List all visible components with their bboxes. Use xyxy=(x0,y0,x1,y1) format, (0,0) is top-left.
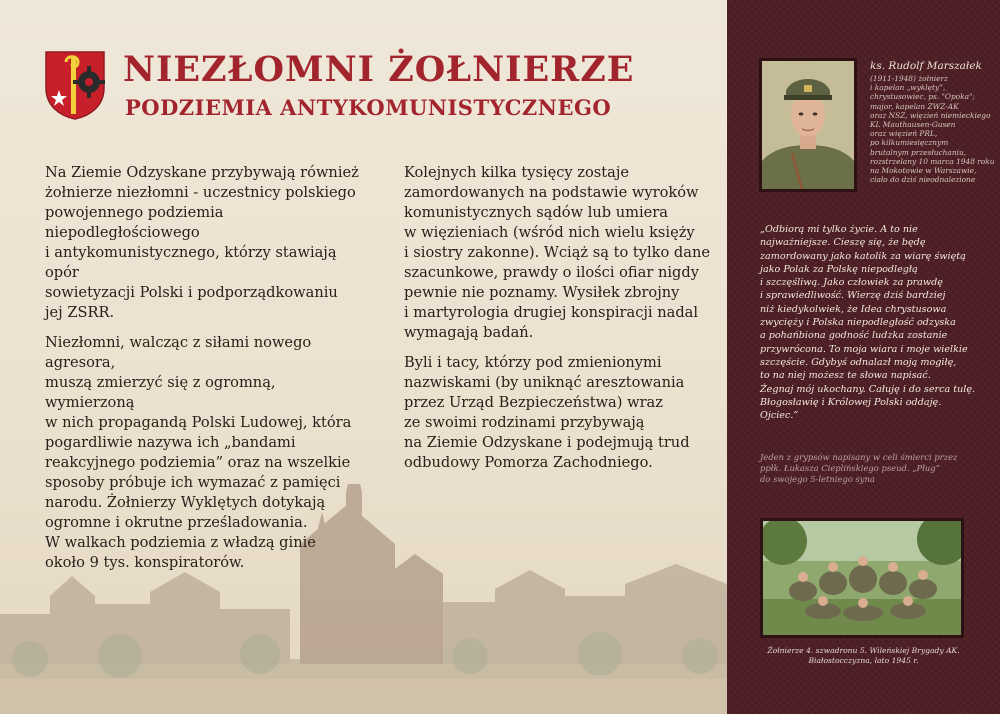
photo-caption: Żołnierze 4. szwadronu 5. Wileńskiej Brygady AK. Białostocczyzna, lato 1945 r. xyxy=(767,646,960,665)
soldier-portrait-illustration xyxy=(762,61,854,189)
paragraph: Niezłomni, walcząc z siłami nowego agresora, muszą zmierzyć się z ogromną, wymierzoną w nich propagandą Polski Ludowej, która pogardliwie nazywa ich „bandami reakcyjnego podziemia” oraz na wszelkie sposoby próbuje ich wymazać z pamięci narodu. Żołnierzy Wyklętych dotykają ogromne i okrutne prześladowania. W walkach podziemia z władzą ginie około 9 tys. konspiratorów. xyxy=(45,334,352,571)
quote-caption: Jeden z grypsów napisany w celi śmierci przez ppłk. Łukasza Cieplińskiego pseud. „Pług” do swojego 5-letniego syna xyxy=(760,452,958,484)
portrait-name: ks. Rudolf Marszałek xyxy=(870,60,982,72)
soldiers-group-illustration xyxy=(763,521,961,635)
quote-text: „Odbiorą mi tylko życie. A to nie najważniejsze. Cieszę się, że będę zamordowany jako katolik za wiarę świętą jako Polak za Polskę niepodległą i szczęśliwą. Jako człowiek za prawdę i sprawiedliwość. Wierzę dziś bardziej niż kiedykolwiek, że Idea chrystusowa zwycięży i Polska niepodległość odzyska a pohańbiona godność ludzka zostanie przywrócona. To moja wiara i moje wielkie szczęście. Gdybyś odnalazł moją mogiłę, to na niej możesz te słowa napisać. Żegnaj mój ukochany. Całuję i do serca tulę. Błogosławię i Królowej Polski oddaję. Ojciec.” xyxy=(760,224,976,422)
portrait-bio: (1911-1948) żołnierz i kapelan „wyklęty”, chrystusowiec, ps. "Opoka"; major, kapelan ZWZ-AK oraz NSZ, więzień niemieckiego KL Mauthausen-Gusen oraz więzień PRL, po kilkumiesięcznym brutalnym przesłuchaniu, rozstrzelany 10 marca 1948 roku na Mokotowie w Warszawie, ciało do dziś nieodnalezione xyxy=(870,74,995,185)
sidebar-panel xyxy=(727,0,1000,714)
paragraph: Na Ziemie Odzyskane przybywają również żołnierze niezłomni - uczestnicy polskiego powojennego podziemia niepodległościowego i antykomunistycznego, którzy stawiają opór sowietyzacji Polski i podporządkowaniu jej ZSRR. xyxy=(45,164,359,321)
page-subtitle: PODZIEMIA ANTYKOMUNISTYCZNEGO xyxy=(125,95,612,120)
text-column-right xyxy=(404,163,724,483)
text-column-left xyxy=(45,163,365,583)
paragraph: Kolejnych kilka tysięcy zostaje zamordowanych na podstawie wyroków komunistycznych sądów lub umiera w więzieniach (wśród nich wielu księży i siostry zakonne). Wciąż są to tylko dane szacunkowe, prawdy o ilości ofiar nigdy pewnie nie poznamy. Wysiłek zbrojny i martyrologia drugiej konspiracji nadal wymagają badań. xyxy=(404,164,710,341)
coat-of-arms-icon xyxy=(44,50,106,120)
group-photo xyxy=(760,518,964,638)
paragraph: Byli i tacy, którzy pod zmienionymi nazwiskami (by uniknąć aresztowania przez Urząd Bezpieczeństwa) wraz ze swoimi rodzinami przybywają na Ziemie Odzyskane i podejmują trud odbudowy Pomorza Zachodniego. xyxy=(404,354,690,471)
page-title: NIEZŁOMNI ŻOŁNIERZE xyxy=(123,49,635,90)
portrait-photo xyxy=(759,58,857,192)
